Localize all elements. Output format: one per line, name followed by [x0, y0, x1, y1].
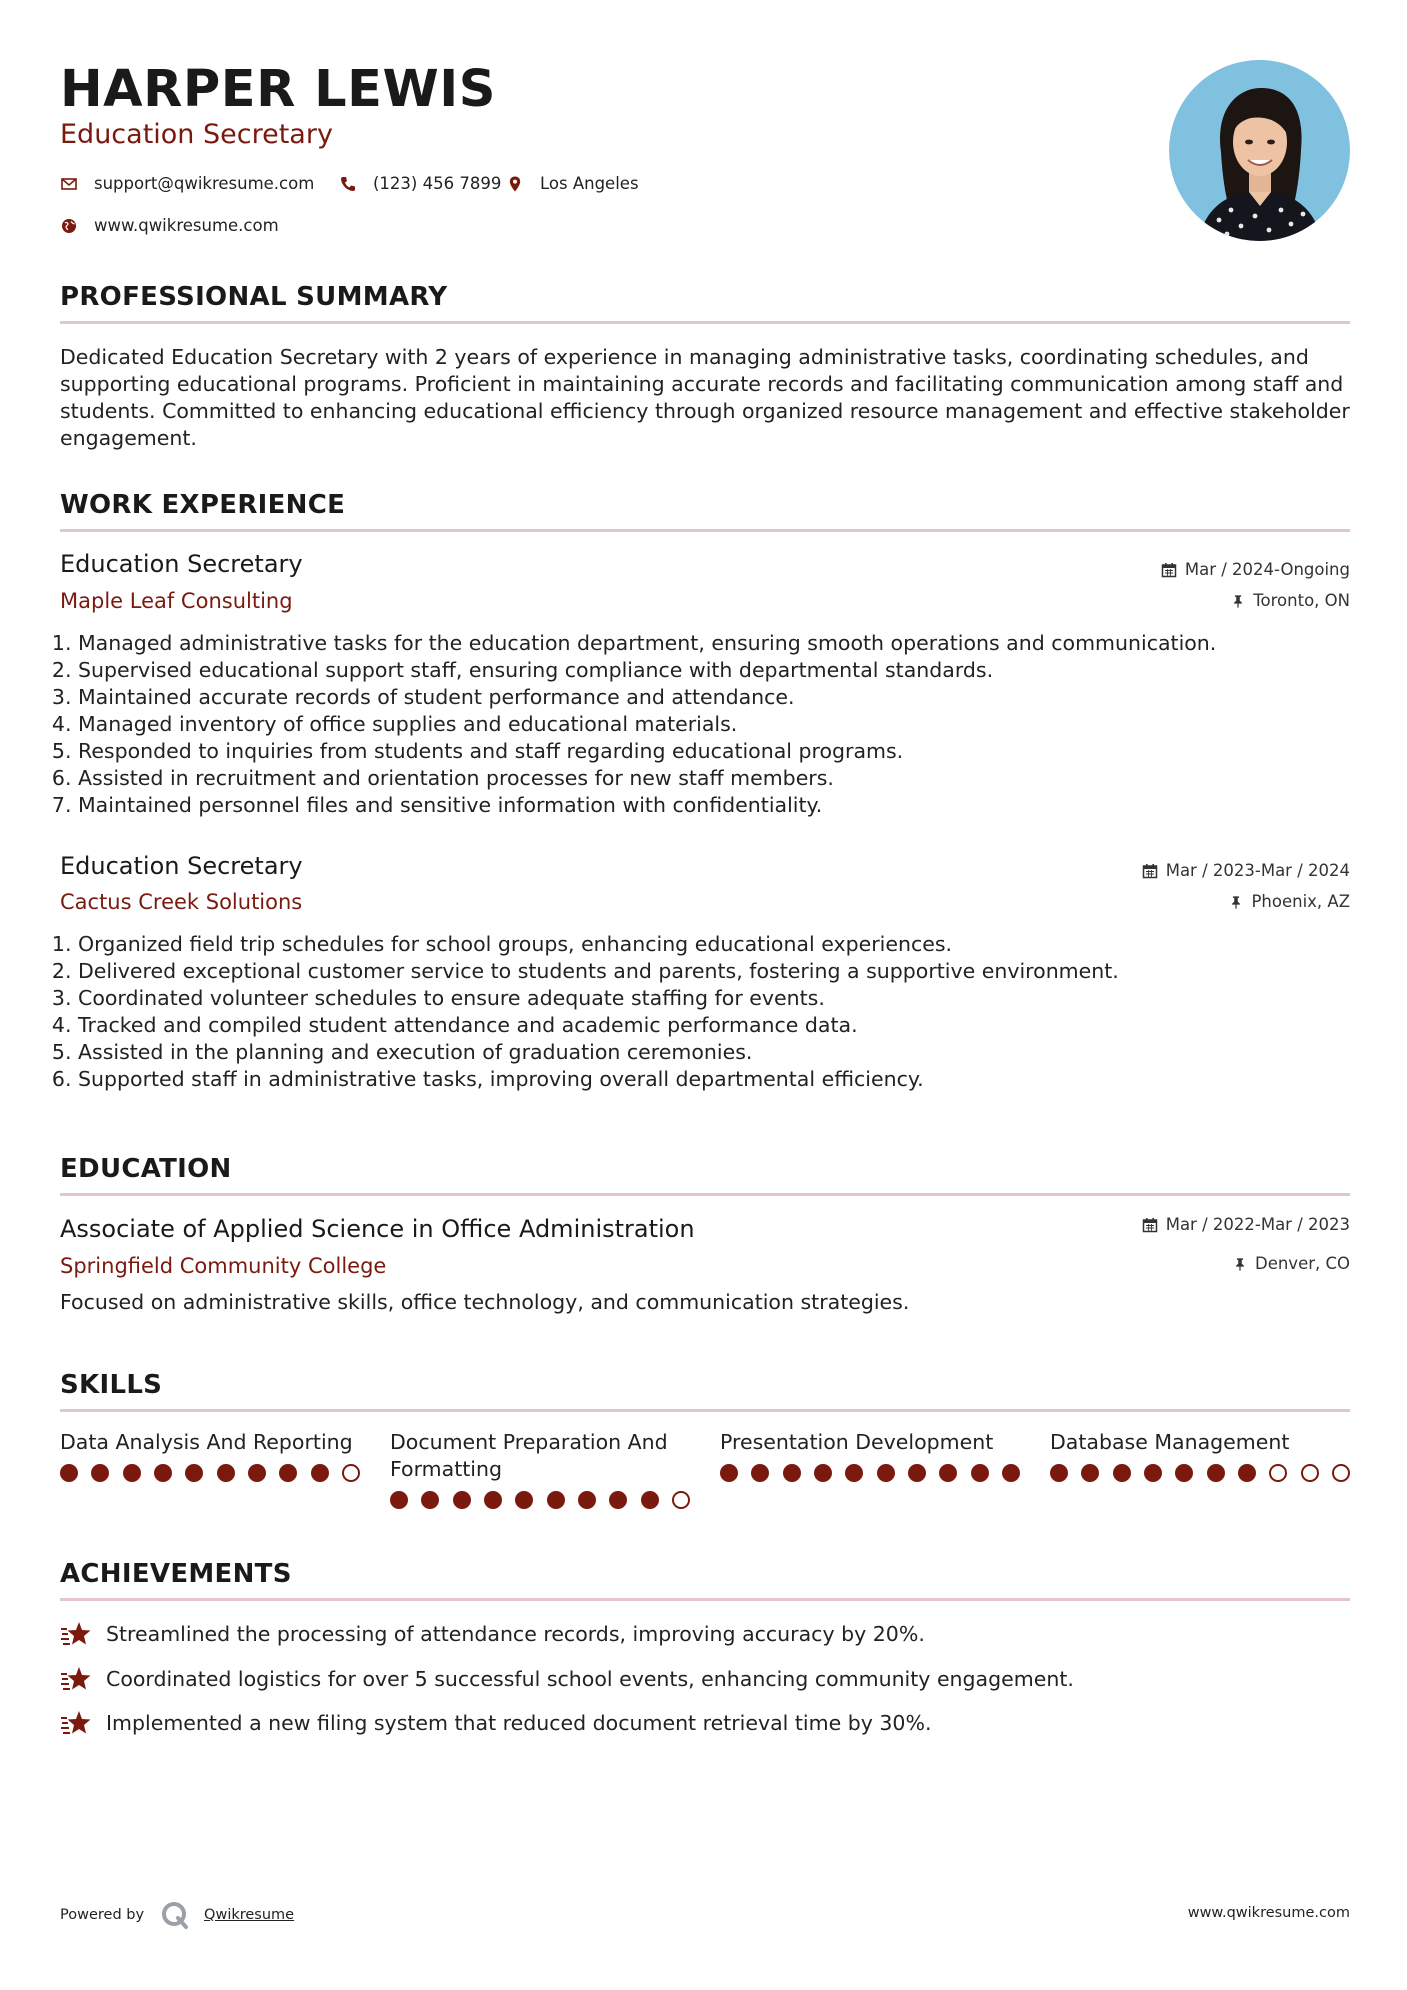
calendar-icon — [1142, 863, 1158, 879]
job-bullet: 6. Assisted in recruitment and orientation processes for new staff members. — [78, 765, 1216, 792]
job-dates — [1142, 860, 1350, 882]
website-text[interactable]: www.qwikresume.com — [94, 216, 279, 235]
company-name: Cactus Creek Solutions — [60, 890, 303, 914]
job-bullets — [60, 630, 1216, 819]
rating-dot-filled — [185, 1464, 203, 1482]
rating-dot-filled — [971, 1464, 989, 1482]
job-location-text: Phoenix, AZ — [1251, 892, 1350, 911]
rating-dot-empty — [342, 1464, 360, 1482]
achievement-item — [60, 1709, 931, 1737]
profile-photo — [1169, 60, 1350, 241]
job-bullet: 1. Organized field trip schedules for school groups, enhancing educational experiences. — [78, 931, 1119, 958]
job-bullet: 6. Supported staff in administrative tasks, improving overall departmental efficiency. — [78, 1066, 1119, 1093]
phone-icon — [339, 175, 357, 193]
pushpin-icon — [1233, 1256, 1247, 1272]
rating-dot-filled — [1207, 1464, 1225, 1482]
skill-rating — [720, 1464, 1020, 1482]
rating-dot-filled — [311, 1464, 329, 1482]
job-bullet: 7. Maintained personnel files and sensitive information with confidentiality. — [78, 792, 1216, 819]
achievements-divider — [60, 1598, 1350, 1601]
job-bullet: 3. Coordinated volunteer schedules to ensure adequate staffing for events. — [78, 985, 1119, 1012]
envelope-icon — [60, 175, 78, 193]
job-location — [1229, 891, 1350, 913]
job-bullet: 5. Assisted in the planning and execution of graduation ceremonies. — [78, 1039, 1119, 1066]
rating-dot-filled — [720, 1464, 738, 1482]
rating-dot-filled — [217, 1464, 235, 1482]
phone-text: (123) 456 7899 — [373, 174, 502, 193]
job-location — [1231, 590, 1350, 612]
rating-dot-filled — [154, 1464, 172, 1482]
skill-name: Data Analysis And Reporting — [60, 1430, 353, 1454]
qwikresume-logo-icon — [160, 1900, 190, 1930]
job-dates-text: Mar / 2023-Mar / 2024 — [1165, 861, 1350, 880]
rating-dot-empty — [1301, 1464, 1319, 1482]
skills-divider — [60, 1409, 1350, 1412]
rating-dot-filled — [751, 1464, 769, 1482]
resume-page — [60, 0, 1350, 1990]
rating-dot-filled — [877, 1464, 895, 1482]
job-bullet: 5. Responded to inquiries from students and staff regarding educational programs. — [78, 738, 1216, 765]
rating-dot-filled — [1081, 1464, 1099, 1482]
rating-dot-empty — [1332, 1464, 1350, 1482]
job-bullet: 4. Tracked and compiled student attendance and academic performance data. — [78, 1012, 1119, 1039]
star-award-icon — [60, 1620, 92, 1648]
calendar-icon — [1142, 1217, 1158, 1233]
rating-dot-filled — [783, 1464, 801, 1482]
achievement-item — [60, 1665, 1074, 1693]
education-dates — [1142, 1214, 1350, 1236]
pushpin-icon — [1229, 894, 1243, 910]
calendar-icon — [1161, 562, 1177, 578]
rating-dot-filled — [1050, 1464, 1068, 1482]
rating-dot-empty — [1269, 1464, 1287, 1482]
rating-dot-filled — [421, 1491, 439, 1509]
skill-item — [390, 1429, 690, 1509]
skill-rating — [60, 1464, 360, 1482]
qwikresume-link[interactable]: Qwikresume — [204, 1907, 295, 1923]
pushpin-icon — [1231, 593, 1245, 609]
job-bullet: 3. Maintained accurate records of student performance and attendance. — [78, 684, 1216, 711]
footer-branding — [60, 1900, 294, 1930]
achievement-text: Coordinated logistics for over 5 successful school events, enhancing community engagement. — [106, 1666, 1074, 1691]
job-dates — [1161, 559, 1350, 581]
job-dates-text: Mar / 2024-Ongoing — [1184, 560, 1350, 579]
experience-heading: WORK EXPERIENCE — [60, 490, 346, 520]
location-contact — [506, 173, 639, 195]
star-award-icon — [60, 1709, 92, 1737]
skills-heading: SKILLS — [60, 1370, 163, 1400]
avatar-illustration — [1169, 60, 1350, 241]
rating-dot-filled — [515, 1491, 533, 1509]
map-pin-icon — [506, 175, 524, 193]
skill-item — [60, 1429, 360, 1482]
location-text: Los Angeles — [540, 174, 639, 193]
rating-dot-filled — [1175, 1464, 1193, 1482]
summary-heading: PROFESSIONAL SUMMARY — [60, 282, 448, 312]
candidate-name: HARPER LEWIS — [60, 60, 496, 119]
job-title: Education Secretary — [60, 550, 303, 578]
skill-name: Document Preparation And Formatting — [390, 1430, 668, 1481]
rating-dot-filled — [1238, 1464, 1256, 1482]
job-title: Education Secretary — [60, 852, 303, 880]
phone-contact — [339, 173, 501, 195]
summary-divider — [60, 321, 1350, 324]
achievement-text: Streamlined the processing of attendance records, improving accuracy by 20%. — [106, 1621, 925, 1646]
job-bullets — [60, 931, 1119, 1093]
skill-rating — [390, 1491, 690, 1509]
degree-title: Associate of Applied Science in Office Administration — [60, 1215, 695, 1243]
job-bullet: 4. Managed inventory of office supplies and educational materials. — [78, 711, 1216, 738]
rating-dot-filled — [814, 1464, 832, 1482]
rating-dot-filled — [609, 1491, 627, 1509]
education-location — [1233, 1253, 1350, 1275]
experience-divider — [60, 529, 1350, 532]
skill-item — [1050, 1429, 1350, 1482]
rating-dot-filled — [1113, 1464, 1131, 1482]
education-divider — [60, 1193, 1350, 1196]
rating-dot-filled — [845, 1464, 863, 1482]
rating-dot-filled — [60, 1464, 78, 1482]
rating-dot-filled — [578, 1491, 596, 1509]
rating-dot-filled — [641, 1491, 659, 1509]
job-bullet: 2. Supervised educational support staff, ensuring compliance with departmental standards. — [78, 657, 1216, 684]
rating-dot-filled — [547, 1491, 565, 1509]
job-bullet: 2. Delivered exceptional customer service to students and parents, fostering a supportive environment. — [78, 958, 1119, 985]
skill-name: Database Management — [1050, 1430, 1290, 1454]
rating-dot-filled — [1002, 1464, 1020, 1482]
rating-dot-empty — [672, 1491, 690, 1509]
globe-icon — [60, 217, 78, 235]
rating-dot-filled — [939, 1464, 957, 1482]
website-contact[interactable] — [60, 215, 279, 237]
achievements-heading: ACHIEVEMENTS — [60, 1559, 292, 1589]
star-award-icon — [60, 1665, 92, 1693]
job-bullet: 1. Managed administrative tasks for the education department, ensuring smooth operations and communication. — [78, 630, 1216, 657]
rating-dot-filled — [908, 1464, 926, 1482]
rating-dot-filled — [248, 1464, 266, 1482]
education-dates-text: Mar / 2022-Mar / 2023 — [1165, 1215, 1350, 1234]
school-name: Springfield Community College — [60, 1254, 387, 1278]
candidate-role: Education Secretary — [60, 119, 333, 150]
education-location-text: Denver, CO — [1254, 1254, 1350, 1273]
achievement-item — [60, 1620, 925, 1648]
footer-website[interactable]: www.qwikresume.com — [1187, 1905, 1350, 1921]
powered-by-label: Powered by — [60, 1907, 145, 1923]
rating-dot-filled — [1144, 1464, 1162, 1482]
job-location-text: Toronto, ON — [1253, 591, 1350, 610]
company-name: Maple Leaf Consulting — [60, 589, 293, 613]
rating-dot-filled — [453, 1491, 471, 1509]
email-contact[interactable] — [60, 173, 314, 195]
email-text[interactable]: support@qwikresume.com — [94, 174, 315, 193]
rating-dot-filled — [91, 1464, 109, 1482]
education-description: Focused on administrative skills, office technology, and communication strategies. — [60, 1290, 910, 1314]
rating-dot-filled — [123, 1464, 141, 1482]
rating-dot-filled — [279, 1464, 297, 1482]
education-heading: EDUCATION — [60, 1154, 232, 1184]
skill-item — [720, 1429, 1020, 1482]
skill-rating — [1050, 1464, 1350, 1482]
summary-text: Dedicated Education Secretary with 2 years of experience in managing administrative tasks, coordinating schedules, and supporting educational programs. Proficient in maintaining accurate records and facilitating communication among staff and students. Committed to enhancing educational efficiency through organized resource management and effective stakeholder engagement. — [60, 345, 1350, 450]
skill-name: Presentation Development — [720, 1430, 994, 1454]
rating-dot-filled — [390, 1491, 408, 1509]
achievement-text: Implemented a new filing system that reduced document retrieval time by 30%. — [106, 1710, 932, 1735]
rating-dot-filled — [484, 1491, 502, 1509]
